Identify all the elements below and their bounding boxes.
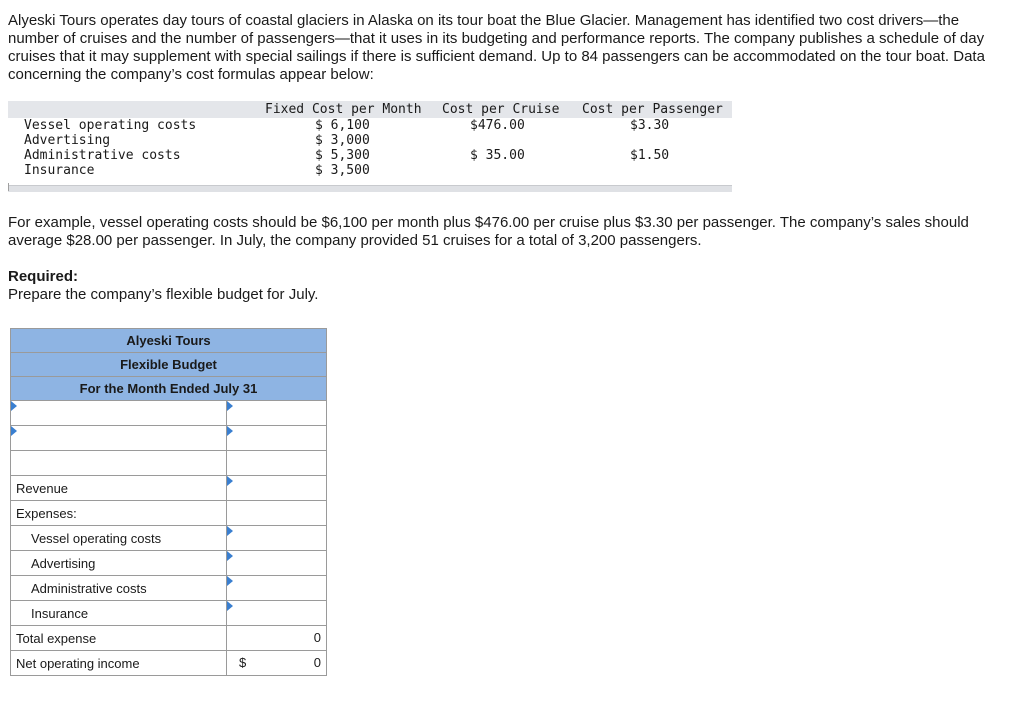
blank-cell-dropdown[interactable] [227,401,327,426]
dropdown-indicator-icon [227,476,233,486]
vessel-costs-label: Vessel operating costs [11,526,227,551]
budget-title-period: For the Month Ended July 31 [11,377,327,401]
flexible-budget-table [10,328,327,676]
cost-row-fixed: $ 3,000 [315,133,370,148]
net-income-cell [227,651,327,676]
advertising-input[interactable] [227,551,327,576]
dropdown-indicator-icon [11,401,17,411]
revenue-input[interactable] [227,476,327,501]
admin-costs-label: Administrative costs [11,576,227,601]
blank-cell [227,501,327,526]
blank-cell [227,451,327,476]
example-paragraph: For example, vessel operating costs should be $6,100 per month plus $476.00 per cruise plus $3.30 per passenger. The company’s sales should average $28.00 per passenger. In July, the company provided 51 cruises for a total of 3,200 passengers. [8,214,969,249]
table-bottom-rule [8,185,732,192]
insurance-label: Insurance [11,601,227,626]
header-fixed-cost: Fixed Cost per Month [265,102,422,117]
header-cost-per-passenger: Cost per Passenger [582,102,723,117]
dropdown-indicator-icon [227,576,233,586]
dropdown-indicator-icon [227,601,233,611]
insurance-input[interactable] [227,601,327,626]
required-text: Prepare the company’s flexible budget for July. [8,286,319,303]
cost-row-cruise: $476.00 [470,118,525,133]
total-expense-value: 0 [313,630,321,645]
blank-cell [11,451,227,476]
cost-row-fixed: $ 6,100 [315,118,370,133]
table-left-rule [8,183,9,191]
dropdown-indicator-icon [227,401,233,411]
cost-row-cruise: $ 35.00 [470,148,525,163]
total-expense-label: Total expense [11,626,227,651]
revenue-label: Revenue [11,476,227,501]
cost-row-fixed: $ 5,300 [315,148,370,163]
vessel-costs-input[interactable] [227,526,327,551]
dollar-sign: $ [239,655,247,670]
cost-row-label: Vessel operating costs [24,118,197,133]
required-label: Required: [8,268,79,285]
budget-title-company: Alyeski Tours [11,329,327,353]
cost-row-fixed: $ 3,500 [315,163,370,178]
admin-costs-input[interactable] [227,576,327,601]
total-expense-cell [227,626,327,651]
advertising-label: Advertising [11,551,227,576]
cost-row-label: Advertising [24,133,111,148]
blank-cell-dropdown[interactable] [11,426,227,451]
dropdown-indicator-icon [227,526,233,536]
intro-paragraph: Alyeski Tours operates day tours of coastal glaciers in Alaska on its tour boat the Blue Glacier. Management has identified two cost drivers—the number of cruises and the number of passengers—that it uses in its budgeting and performance reports. The company publishes a schedule of day cruises that it may supplement with special sailings if there is sufficient demand. Up to 84 passengers can be accommodated on the tour boat. Data concerning the company’s cost formulas appear below: [8,12,985,83]
dropdown-indicator-icon [227,426,233,436]
net-income-value: 0 [313,655,321,670]
blank-cell-dropdown[interactable] [227,426,327,451]
cost-row-label: Insurance [24,163,95,178]
net-income-label: Net operating income [11,651,227,676]
dropdown-indicator-icon [11,426,17,436]
expenses-label: Expenses: [11,501,227,526]
dropdown-indicator-icon [227,551,233,561]
cost-row-passenger: $3.30 [630,118,670,133]
cost-row-label: Administrative costs [24,148,181,163]
cost-formula-table [8,101,732,191]
budget-title-report: Flexible Budget [11,353,327,377]
header-cost-per-cruise: Cost per Cruise [442,102,560,117]
cost-row-passenger: $1.50 [630,148,670,163]
blank-cell-dropdown[interactable] [11,401,227,426]
